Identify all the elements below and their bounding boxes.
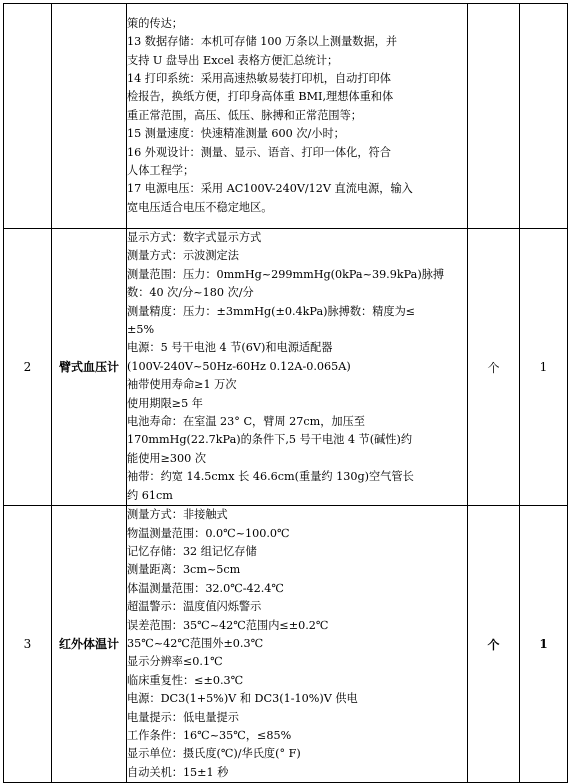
spec-line: 误差范围：35℃~42℃范围内≤±0.2℃ <box>127 618 329 632</box>
spec-line: 能使用≥300 次 <box>127 451 207 465</box>
spec-line: 自动关机：15±1 秒 <box>127 765 229 779</box>
spec-line: 人体工程学； <box>127 164 195 178</box>
spec-line: 约 61cm <box>127 488 173 502</box>
spec-line: 13 数据存储：本机可存储 100 万条以上测量数据，并 <box>127 35 398 49</box>
spec-line: 测量范围：压力：0mmHg~299mmHg(0kPa~39.9kPa)脉搏 <box>127 267 445 281</box>
spec-line: 体温测量范围：32.0℃-42.4℃ <box>127 581 284 595</box>
spec-line: 检报告，换纸方便，打印身高体重 BMI,理想体重和体 <box>127 90 394 104</box>
row-number: 3 <box>4 506 52 783</box>
spec-line: 14 打印系统：采用高速热敏易装打印机，自动打印体 <box>127 71 391 85</box>
item-name: 臂式血压计 <box>52 229 127 506</box>
spec-line: 袖带使用寿命≥1 万次 <box>127 378 237 392</box>
spec-line: 电源：5 号干电池 4 节(6V)和电源适配器 <box>127 341 333 355</box>
spec-line: 重正常范围，高压、低压、脉搏和正常范围等； <box>127 108 362 122</box>
item-name <box>52 4 127 229</box>
unit-cell: 个 <box>468 506 520 783</box>
spec-line: 17 电源电压：采用 AC100V-240V/12V 直流电源，输入 <box>127 182 413 196</box>
spec-line: (100V-240V~50Hz-60Hz 0.12A-0.065A) <box>127 359 351 373</box>
quantity-cell: 1 <box>520 506 568 783</box>
spec-line: 170mmHg(22.7kPa)的条件下,5 号干电池 4 节(碱性)约 <box>127 433 413 447</box>
spec-line: 记忆存储：32 组记忆存储 <box>127 544 257 558</box>
spec-line: 显示分辨率≤0.1℃ <box>127 655 223 669</box>
spec-line: 显示单位：摄氏度(℃)/华氏度(° F) <box>127 747 301 761</box>
spec-line: 使用期限≥5 年 <box>127 396 203 410</box>
quantity-cell <box>520 4 568 229</box>
spec-line: 工作条件：16℃~35℃，≤85% <box>127 728 292 742</box>
spec-line: 显示方式：数字式显示方式 <box>127 231 262 244</box>
spec-line: 支持 U 盘导出 Excel 表格方便汇总统计； <box>127 53 339 67</box>
spec-line: 宽电压适合电压不稳定地区。 <box>127 200 273 214</box>
spec-line: 35℃~42℃范围外±0.3℃ <box>127 636 264 650</box>
spec-description <box>127 4 468 229</box>
table-row-blood-pressure-monitor <box>4 229 568 506</box>
spec-line: 测量精度：压力：±3mmHg(±0.4kPa)脉搏数：精度为≤ <box>127 304 416 318</box>
spec-table <box>3 3 568 783</box>
spec-line: ±5% <box>127 323 155 337</box>
spec-line: 电源：DC3(1+5%)V 和 DC3(1-10%)V 供电 <box>127 692 358 706</box>
spec-line: 电池寿命：在室温 23° C，臂周 27cm，加压至 <box>127 415 365 429</box>
spec-line: 测量距离：3cm~5cm <box>127 563 241 577</box>
spec-line: 临床重复性：≤±0.3℃ <box>127 673 244 687</box>
item-name: 红外体温计 <box>52 506 127 783</box>
spec-line: 16 外观设计：测量、显示、语音、打印一体化，符合 <box>127 145 391 159</box>
unit-cell: 个 <box>468 229 520 506</box>
spec-description <box>127 506 468 783</box>
table-row-continued <box>4 4 568 229</box>
spec-line: 数：40 次/分~180 次/分 <box>127 286 254 300</box>
spec-description <box>127 229 468 506</box>
spec-line: 测量方式：示波测定法 <box>127 249 239 263</box>
spec-line: 物温测量范围：0.0℃~100.0℃ <box>127 526 290 540</box>
spec-line: 超温警示：温度值闪烁警示 <box>127 600 262 614</box>
quantity-cell: 1 <box>520 229 568 506</box>
unit-cell <box>468 4 520 229</box>
spec-line: 策的传达； <box>127 16 183 30</box>
row-number: 2 <box>4 229 52 506</box>
spec-line: 测量方式：非接触式 <box>127 508 228 522</box>
spec-line: 电量提示：低电量提示 <box>127 710 239 724</box>
spec-line: 15 测量速度：快速精准测量 600 次/小时； <box>127 127 345 141</box>
row-number <box>4 4 52 229</box>
spec-line: 袖带：约宽 14.5cmx 长 46.6cm(重量约 130g)空气管长 <box>127 470 414 484</box>
table-row-infrared-thermometer <box>4 506 568 783</box>
